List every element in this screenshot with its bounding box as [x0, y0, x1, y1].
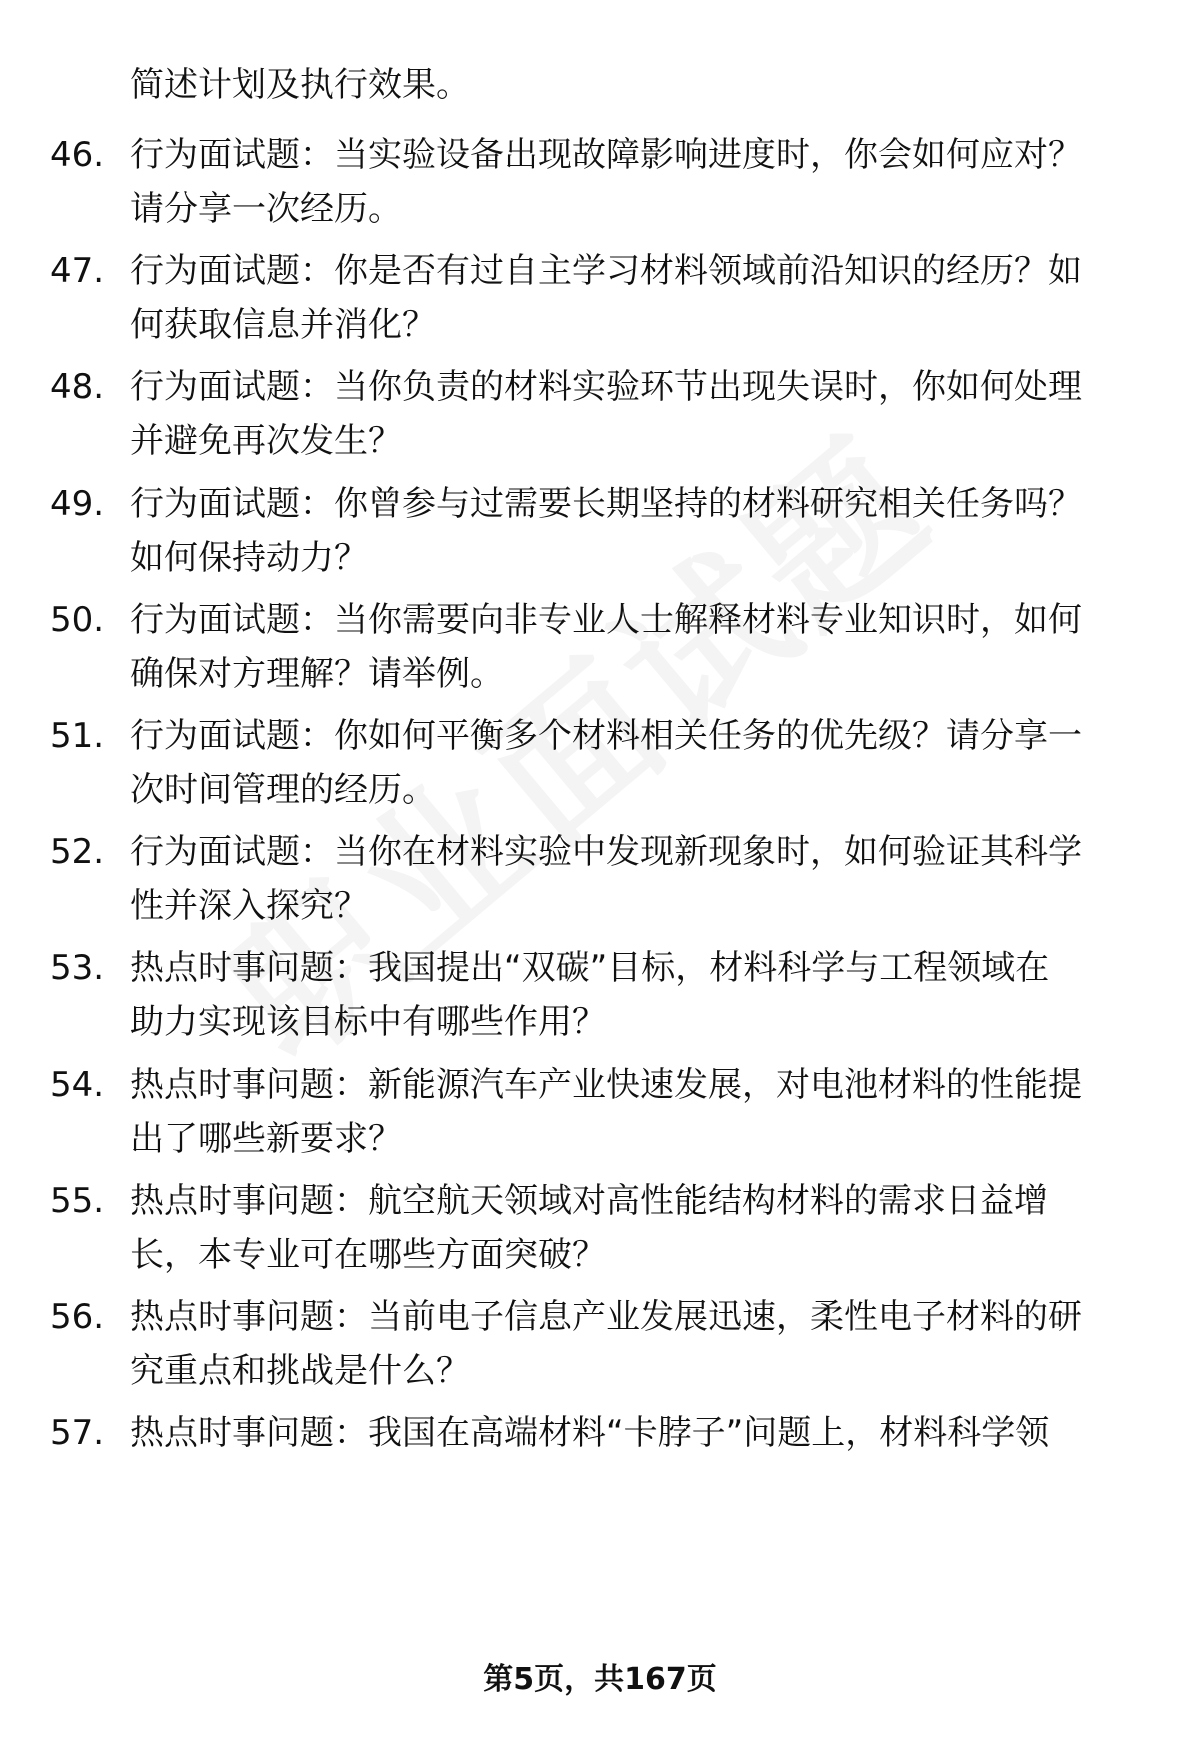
item-line: 性并深入探究？	[130, 886, 368, 926]
item-line: 热点时事问题：航空航天领域对高性能结构材料的需求日益增	[130, 1181, 1048, 1221]
item-line: 并避免再次发生？	[130, 421, 402, 461]
item-line: 请分享一次经历。	[130, 189, 402, 229]
item-number: 51.	[50, 716, 105, 756]
item-text	[130, 244, 1150, 352]
item-number: 49.	[50, 484, 105, 524]
item-number: 54.	[50, 1065, 105, 1105]
item-line: 热点时事问题：当前电子信息产业发展迅速，柔性电子材料的研	[130, 1297, 1082, 1337]
item-text	[130, 593, 1150, 701]
item-text	[130, 360, 1150, 468]
item-text	[130, 1406, 1150, 1460]
continuation-text: 简述计划及执行效果。	[130, 65, 470, 105]
item-text	[130, 128, 1150, 236]
item-line: 次时间管理的经历。	[130, 770, 436, 810]
item-line: 行为面试题：当实验设备出现故障影响进度时，你会如何应对？	[130, 135, 1082, 175]
item-line: 出了哪些新要求？	[130, 1119, 402, 1159]
item-line: 行为面试题：当你需要向非专业人士解释材料专业知识时，如何	[130, 600, 1082, 640]
item-text	[130, 1174, 1150, 1282]
item-line: 何获取信息并消化？	[130, 305, 436, 345]
item-number: 47.	[50, 251, 105, 291]
item-text	[130, 709, 1150, 817]
item-number: 50.	[50, 600, 105, 640]
item-line: 助力实现该目标中有哪些作用？	[130, 1002, 606, 1042]
item-number: 48.	[50, 367, 105, 407]
item-number: 56.	[50, 1297, 105, 1337]
item-line: 如何保持动力？	[130, 538, 368, 578]
item-number: 46.	[50, 135, 105, 175]
item-line: 行为面试题：当你负责的材料实验环节出现失误时，你如何处理	[130, 367, 1082, 407]
item-line: 热点时事问题：我国在高端材料“卡脖子”问题上，材料科学领	[130, 1413, 1050, 1453]
item-line: 行为面试题：你曾参与过需要长期坚持的材料研究相关任务吗？	[130, 484, 1082, 524]
item-number: 57.	[50, 1413, 105, 1453]
item-text	[130, 825, 1150, 933]
item-number: 55.	[50, 1181, 105, 1221]
page-footer: 第5页，共167页	[483, 1662, 717, 1697]
item-line: 行为面试题：当你在材料实验中发现新现象时，如何验证其科学	[130, 832, 1082, 872]
item-line: 长，本专业可在哪些方面突破？	[130, 1235, 606, 1275]
item-text	[130, 477, 1150, 585]
item-line: 究重点和挑战是什么？	[130, 1351, 470, 1391]
item-number: 53.	[50, 948, 105, 988]
item-text	[130, 1058, 1150, 1166]
item-number: 52.	[50, 832, 105, 872]
item-line: 行为面试题：你是否有过自主学习材料领域前沿知识的经历？如	[130, 251, 1082, 291]
item-text	[130, 941, 1150, 1049]
item-line: 行为面试题：你如何平衡多个材料相关任务的优先级？请分享一	[130, 716, 1082, 756]
item-text	[130, 1290, 1150, 1398]
item-line: 确保对方理解？请举例。	[130, 654, 504, 694]
item-line: 热点时事问题：新能源汽车产业快速发展，对电池材料的性能提	[130, 1065, 1082, 1105]
item-line: 热点时事问题：我国提出“双碳”目标，材料科学与工程领域在	[130, 948, 1050, 988]
